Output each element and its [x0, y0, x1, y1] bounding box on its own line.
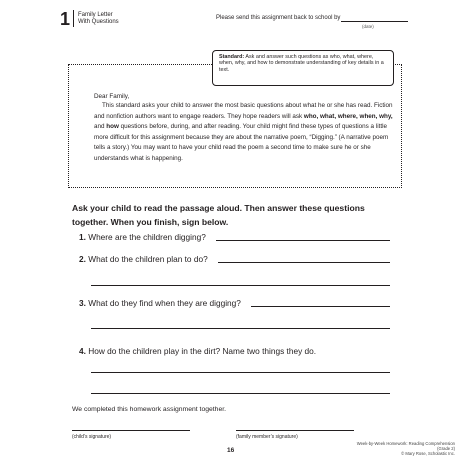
return-date-line [341, 21, 408, 22]
letter-greeting: Dear Family, [94, 93, 130, 100]
return-by-note: Please send this assignment back to school by [216, 15, 341, 21]
family-signature-line[interactable] [236, 430, 354, 431]
letter-body-part-2: and [94, 123, 107, 131]
lesson-number: 1 [60, 9, 71, 29]
lesson-title-line-2: With Questions [78, 19, 119, 25]
question-3 [79, 298, 241, 308]
child-signature-label: (child’s signature) [72, 434, 112, 440]
instructions: Ask your child to read the passage aloud. Then answer these questions together. When you finish, sign below. [72, 203, 365, 227]
return-date-label: (date) [362, 24, 374, 29]
question-2-text: What do the children plan to do? [88, 254, 208, 264]
answer-line-4b[interactable] [91, 393, 390, 394]
question-4-text: How do the children play in the dirt? Name two things they do. [88, 346, 317, 356]
letter-body-part-3: questions before, during, and after reading. Your child might find these types of questions a little more difficult for this assignment because they are about the narrative poem, “Digging.” (A narrative poem tells a story.) You may want to have your child read the poem a second time to make sure he or she understands what is happening. [94, 123, 389, 162]
completion-note: We completed this homework assignment together. [72, 406, 227, 413]
question-2-number: 2. [79, 254, 86, 264]
header-divider [73, 10, 74, 27]
question-2 [79, 254, 208, 264]
letter-body [94, 101, 396, 165]
letter-body-part-1: This standard asks your child to answer the most basic questions about what he or she has read. Fiction and nonfiction authors want to engage readers. They hope readers will ask [94, 102, 393, 120]
credit-line-1: Week-by-Week Homework: Reading Comprehension (Grade 2) [356, 441, 455, 452]
standard-text: Ask and answer such questions as who, what, where, when, why, and how to demonstrate understanding of key details in a text. [219, 54, 384, 73]
answer-line-4a[interactable] [91, 372, 390, 373]
credit-line-2: © Mary Rose, Scholastic Inc. [401, 451, 455, 457]
copyright-credit [351, 441, 455, 457]
answer-line-3b[interactable] [91, 328, 390, 329]
question-3-text: What do they find when they are digging? [88, 298, 241, 308]
question-1 [79, 232, 206, 242]
question-1-text: Where are the children digging? [88, 232, 206, 242]
answer-line-2b[interactable] [91, 285, 390, 286]
question-3-number: 3. [79, 298, 86, 308]
lesson-title-line-1: Family Letter [78, 12, 113, 18]
answer-line-3a[interactable] [251, 306, 390, 307]
child-signature-line[interactable] [72, 430, 190, 431]
lesson-title [78, 12, 148, 26]
question-4 [79, 346, 316, 356]
letter-bold-how: how [106, 123, 119, 131]
letter-bold-question-words: who, what, where, when, why, [303, 112, 393, 120]
answer-line-2a[interactable] [218, 262, 390, 263]
standard-label: Standard: [219, 54, 245, 60]
question-4-number: 4. [79, 346, 86, 356]
question-1-number: 1. [79, 232, 86, 242]
standard-box [212, 50, 394, 86]
answer-line-1[interactable] [216, 240, 390, 241]
family-signature-label: (family member’s signature) [236, 434, 298, 440]
page-number: 16 [227, 447, 235, 454]
